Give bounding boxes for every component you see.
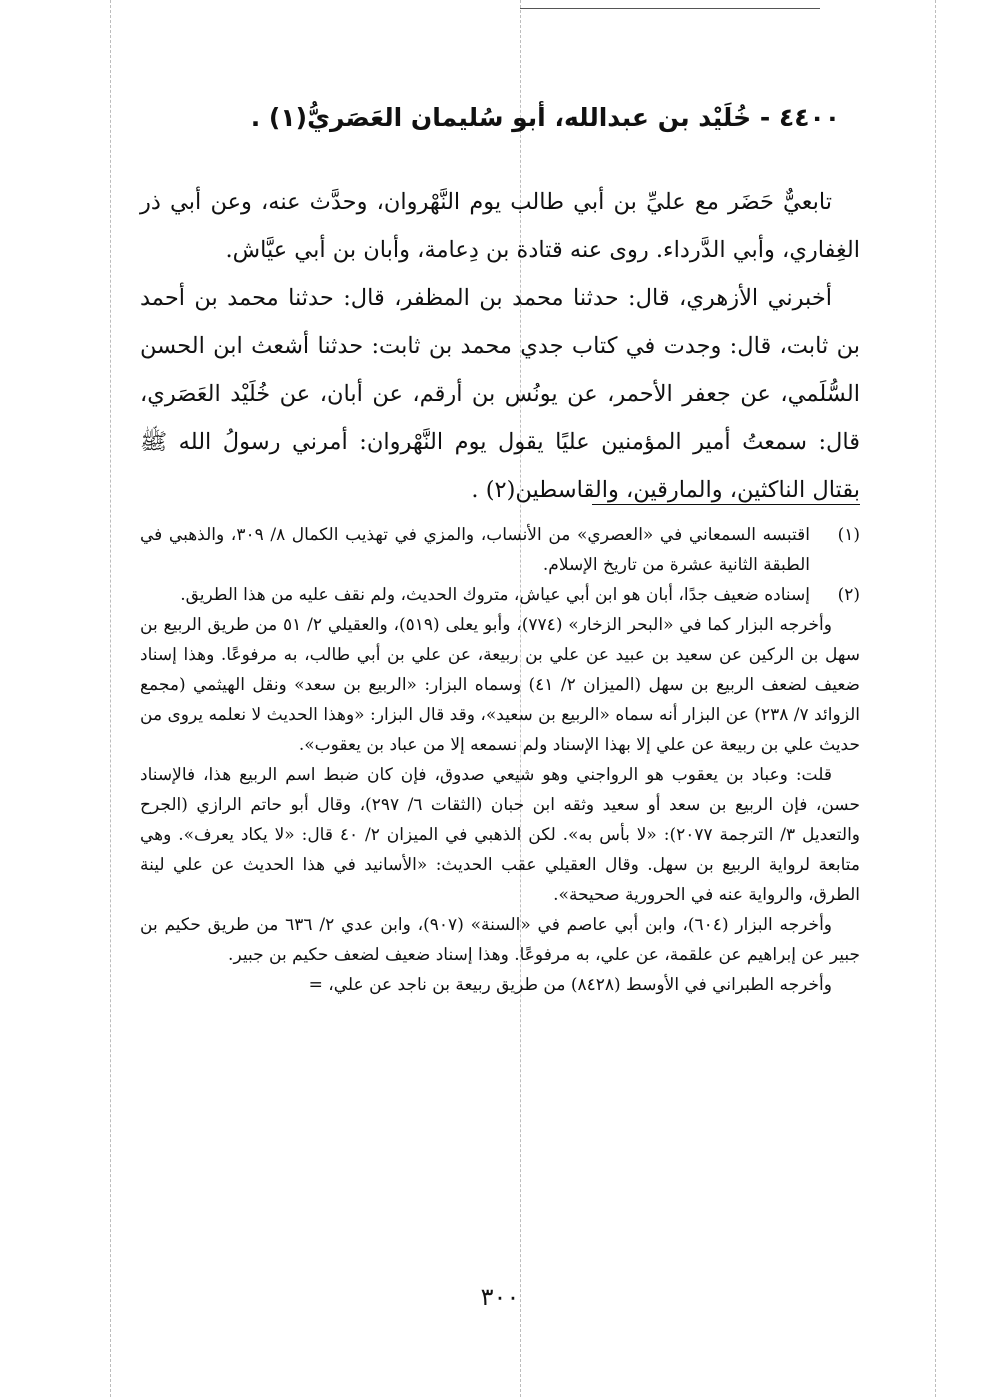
scan-guide-line <box>110 0 111 1397</box>
footnote-text: اقتبسه السمعاني في «العصري» من الأنساب، والمزي في تهذيب الكمال ٨/ ٣٠٩، والذهبي في الطبقة الثانية عشرة من تاريخ الإسلام. <box>140 525 811 575</box>
footnote-number: (٢) <box>837 585 860 605</box>
footnote <box>140 520 860 580</box>
page-number: ٣٠٠ <box>480 1283 520 1311</box>
footnote-paragraph: وأخرجه البزار كما في «البحر الزخار» (٧٧٤)، وأبو يعلى (٥١٩)، والعقيلي ٢/ ٥١ من طريق الربيع بن سهل بن الركين عن سعيد بن عبيد عن علي بن ربيعة، عن علي بن أبي طالب، به مرفوعًا. وهذا إسناد ضعيف لضعف الربيع بن سهل (الميزان ٢/ ٤١) وسماه البزار: «الربيع بن سعد» ونقل الهيثمي (مجمع الزوائد ٧/ ٢٣٨) عن البزار أنه سماه «الربيع بن سعيد»، وقد قال البزار: «وهذا الحديث لا نعلمه يروى من حديث علي بن ربيعة عن علي إلا بهذا الإسناد ولم نسمعه إلا من عباد بن يعقوب». <box>140 615 860 755</box>
footnote-text: إسناده ضعيف جدًا، أبان هو ابن أبي عياش، متروك الحديث، ولم نقف عليه من هذا الطريق. <box>180 585 810 605</box>
footnote-paragraph: وأخرجه الطبراني في الأوسط (٨٤٢٨) من طريق ربيعة بن ناجد عن علي، = <box>308 975 832 995</box>
scan-guide-line <box>935 0 936 1397</box>
footnote <box>140 580 860 610</box>
body-paragraph: تابعيٌّ حَضَر مع عليِّ بن أبي طالب يوم النَّهْروان، وحدَّث عنه، وعن أبي ذر الغِفاري، وأبي الدَّرداء. روى عنه قتادة بن دِعامة، وأبان بن أبي عيَّاش. <box>140 189 860 263</box>
footnote-paragraph: وأخرجه البزار (٦٠٤)، وابن أبي عاصم في «السنة» (٩٠٧)، وابن عدي ٢/ ٦٣٦ من طريق حكيم بن جبير عن إبراهيم عن علقمة، عن علي، به مرفوعًا. وهذا إسناد ضعيف لضعف حكيم بن جبير. <box>140 915 860 965</box>
footnote-separator <box>592 504 860 505</box>
body-paragraph: أخبرني الأزهري، قال: حدثنا محمد بن المظفر، قال: حدثنا محمد بن أحمد بن ثابت، قال: وجدت في كتاب جدي محمد بن ثابت: حدثنا أشعث ابن الحسن السُّلَمي، عن جعفر الأحمر، عن يونُس بن أرقم، عن أبان، عن خُلَيْد العَصَري، قال: سمعتُ أمير المؤمنين عليًا يقول يوم النَّهْروان: أمرني رسولُ الله ﷺ بقتال الناكثين، والمارقين، والقاسطين(٢) . <box>140 285 860 503</box>
footnote-paragraph: قلت: وعباد بن يعقوب هو الرواجني وهو شيعي صدوق، فإن كان ضبط اسم الربيع هذا، فالإسناد حسن، فإن الربيع بن سعد أو سعيد وثقه ابن حبان (الثقات ٦/ ٢٩٧)، وقال أبو حاتم الرازي (الجرح والتعديل ٣/ الترجمة ٢٠٧٧): «لا بأس به». لكن الذهبي في الميزان ٢/ ٤٠ قال: «لا يكاد يعرف». وهي متابعة لرواية الربيع بن سهل. وقال العقيلي عقب الحديث: «الأسانيد في هذا الحديث عن علي لينة الطرق، والرواية عنه في الحرورية صحيحة». <box>140 765 860 905</box>
top-rule <box>520 8 820 9</box>
entry-body <box>140 178 860 514</box>
footnote-number: (١) <box>837 525 860 545</box>
entry-heading: ٤٤٠٠ - خُلَيْد بن عبدالله، أبو سُليمان العَصَريُّ(١) . <box>250 103 840 132</box>
footnotes <box>140 520 860 1000</box>
